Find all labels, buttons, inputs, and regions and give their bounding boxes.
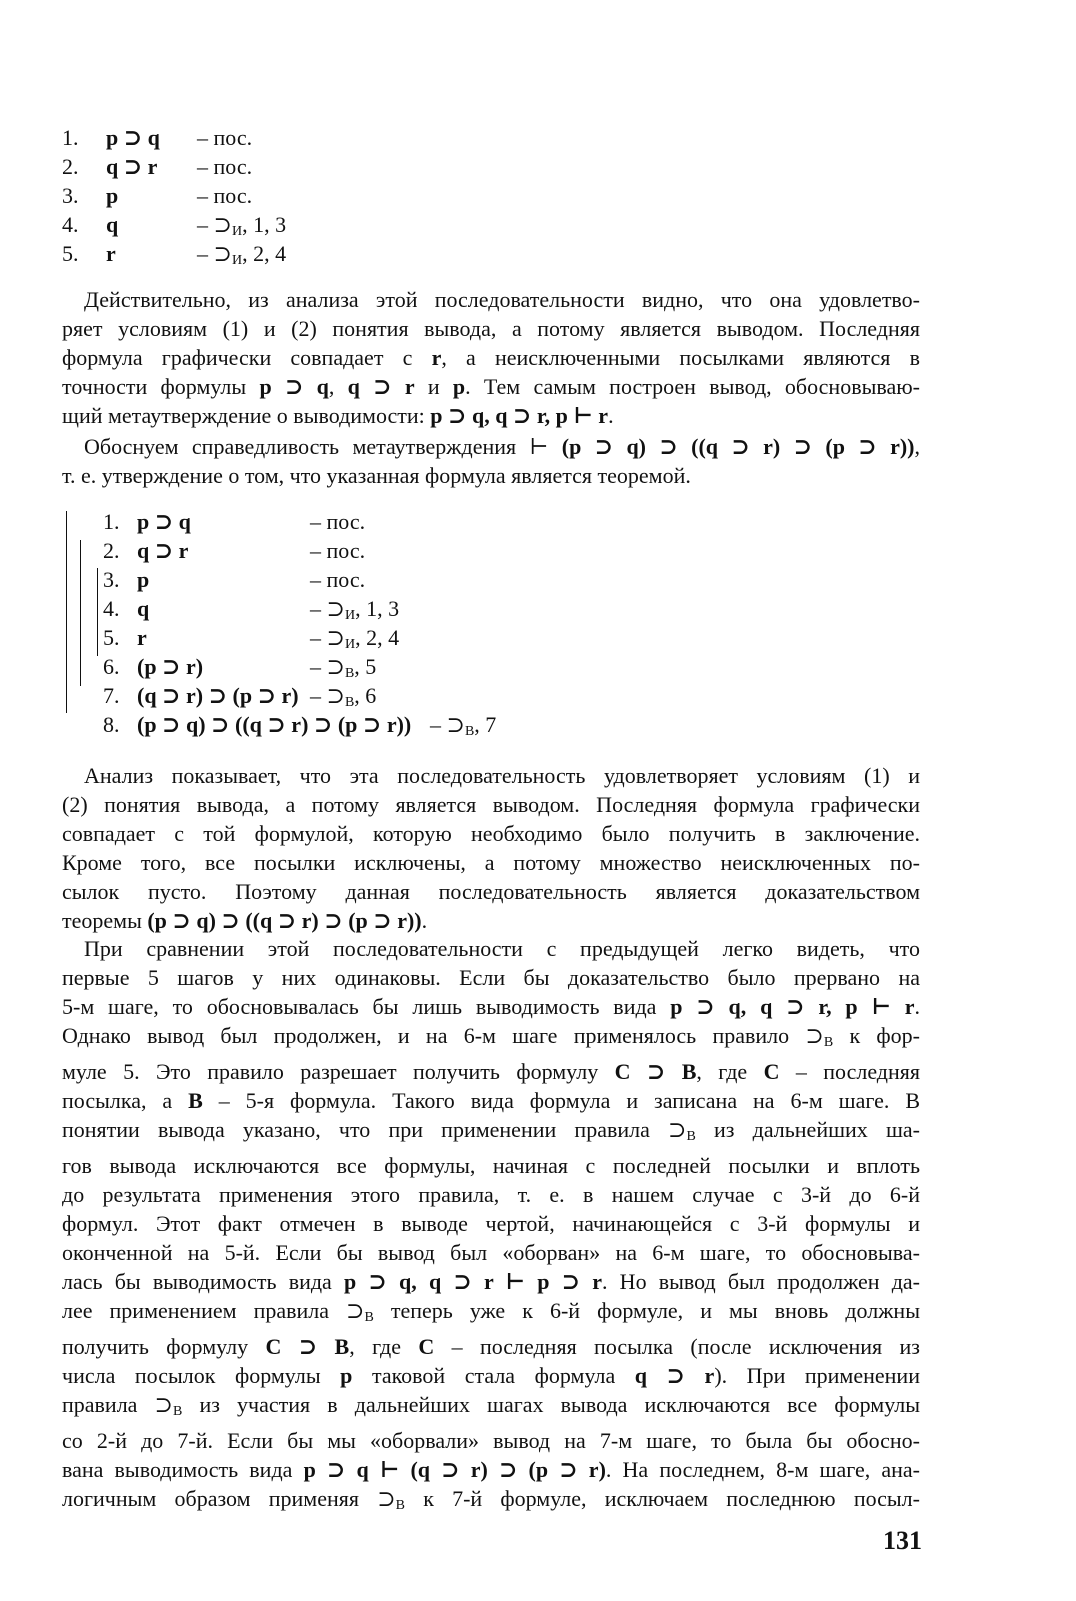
step-number: 3. xyxy=(62,183,79,208)
step-formula: p xyxy=(106,183,119,208)
step-justification: – пос. xyxy=(310,509,366,534)
step-number: 7. xyxy=(103,683,120,708)
step-formula: (p ⊃ q) ⊃ ((q ⊃ r) ⊃ (p ⊃ r)) xyxy=(137,712,412,737)
paragraph-4: При сравнении этой последовательности с предыдущей легко видеть, что первые 5 шагов у них одинаковы. Если бы доказательство было прервано на 5-м шаге, то обосновывалась бы лишь выводимость вида p ⊃ q, q ⊃ r, p ⊢ r. Однако вывод был продолжен, и на 6-м шаге применялось правило $⊃_В$ к фор- муле 5. Это правило разрешает получить формулу C ⊃ B, где C – последняя посылка, а B – 5-я формула. Такого вида формула и записана на 6-м шаге. В понятии вывода указано, что при применении правила $⊃_В$ из дальнейших ша- гов вывода исключаются все формулы, начиная с последней посылки и вплоть до результата применения этого правила, т. е. в нашем случае с 3-й до 6-й формул. Этот факт отмечен в выводе чертой, начинающейся с 3-й формулы и оконченной на 5-й. Если бы вывод был «оборван» на 6-м шаге, то обосновыва- лась бы выводимость вида p ⊃ q, q ⊃ r ⊢ p ⊃ r. Но вывод был продолжен да- лее применением правила $⊃_В$ теперь уже к 6-й формуле, и мы вновь должны получить формулу C ⊃ B, где C – последняя посылка (после исключения из числа посылок формулы p таковой стала формула q ⊃ r). При применении правила $⊃_В$ из участия в дальнейших шагах вывода исключаются все формулы со 2-й до 7-й. Если бы мы «оборвали» вывод на 7-м шаге, то была бы обосно- вана выводимость вида p ⊃ q ⊢ (q ⊃ r) ⊃ (p ⊃ r). На последнем, 8-м шаге, ана- логичным образом применяя $⊃_В$ к 7-й формуле, исключаем последнюю посыл- xyxy=(62,936,921,1513)
step-number: 4. xyxy=(62,212,79,237)
step-number: 1. xyxy=(103,509,120,534)
step-justification: – $⊃_В$, 7 xyxy=(430,712,497,739)
step-justification: – $⊃_И$, 1, 3 xyxy=(310,596,400,623)
step-number: 8. xyxy=(103,712,120,737)
step-formula: p ⊃ q xyxy=(137,509,191,534)
step-formula: r xyxy=(137,625,147,650)
paragraph-1: Действительно, из анализа этой последовательности видно, что она удовлетво- ряет условиям (1) и (2) понятия вывода, а потому является выводом. Последняя формула графически совпадает с r, а неисключенными посылками являются в точности формулы p ⊃ q, q ⊃ r и p. Тем самым построен вывод, обосновываю- щий метаутверждение о выводимости: p ⊃ q, q ⊃ r, p ⊢ r. xyxy=(62,287,921,428)
step-justification: – $⊃_В$, 6 xyxy=(310,683,377,710)
step-justification: – пос. xyxy=(197,154,253,179)
step-number: 5. xyxy=(62,241,79,266)
step-number: 6. xyxy=(103,654,120,679)
assumption-bar-3 xyxy=(97,568,98,656)
derivation-row xyxy=(62,123,422,152)
step-justification: – $⊃_И$, 2, 4 xyxy=(310,625,400,652)
step-formula: p ⊃ q xyxy=(106,125,160,150)
derivation-row xyxy=(62,181,422,210)
derivation-row xyxy=(103,536,623,565)
derivation-row xyxy=(103,681,623,710)
step-formula: q ⊃ r xyxy=(106,154,158,179)
step-formula: (p ⊃ r) xyxy=(137,654,204,679)
step-formula: (q ⊃ r) ⊃ (p ⊃ r) xyxy=(137,683,299,708)
step-justification: – $⊃_И$, 2, 4 xyxy=(197,241,287,268)
step-justification: – пос. xyxy=(197,183,253,208)
step-number: 4. xyxy=(103,596,120,621)
assumption-bar-1 xyxy=(66,511,67,713)
step-justification: – пос. xyxy=(310,538,366,563)
step-formula: q ⊃ r xyxy=(137,538,189,563)
step-justification: – пос. xyxy=(310,567,366,592)
step-number: 2. xyxy=(62,154,79,179)
assumption-bar-2 xyxy=(80,540,81,686)
step-number: 2. xyxy=(103,538,120,563)
step-justification: – пос. xyxy=(197,125,253,150)
step-formula: q xyxy=(106,212,119,237)
step-formula: q xyxy=(137,596,150,621)
derivation-row xyxy=(103,623,623,652)
derivation-row xyxy=(103,594,623,623)
step-justification: – $⊃_И$, 1, 3 xyxy=(197,212,287,239)
step-formula: p xyxy=(137,567,150,592)
derivation-2 xyxy=(103,507,623,739)
derivation-row xyxy=(103,652,623,681)
step-number: 3. xyxy=(103,567,120,592)
step-justification: – $⊃_В$, 5 xyxy=(310,654,377,681)
derivation-row xyxy=(103,565,623,594)
derivation-row xyxy=(103,710,623,739)
paragraph-3: Анализ показывает, что эта последовательность удовлетворяет условиям (1) и (2) понятия вывода, а потому является выводом. Последняя формула графически совпадает с той формулой, которую необходимо было получить в заключение. Кроме того, все посылки исключены, а потому множество неисключенных по- сылок пусто. Поэтому данная последовательность является доказательством теоремы (p ⊃ q) ⊃ ((q ⊃ r) ⊃ (p ⊃ r)). xyxy=(62,763,920,933)
derivation-row xyxy=(62,210,422,239)
derivation-1 xyxy=(62,123,422,268)
derivation-row xyxy=(62,239,422,268)
page-number: 131 xyxy=(883,1526,922,1555)
derivation-row xyxy=(62,152,422,181)
step-formula: r xyxy=(106,241,116,266)
step-number: 1. xyxy=(62,125,79,150)
step-number: 5. xyxy=(103,625,120,650)
derivation-row xyxy=(103,507,623,536)
paragraph-2: Обоснуем справедливость метаутверждения ⊢ (p ⊃ q) ⊃ ((q ⊃ r) ⊃ (p ⊃ r)), т. е. утверждение о том, что указанная формула является теоремой. xyxy=(62,434,921,488)
